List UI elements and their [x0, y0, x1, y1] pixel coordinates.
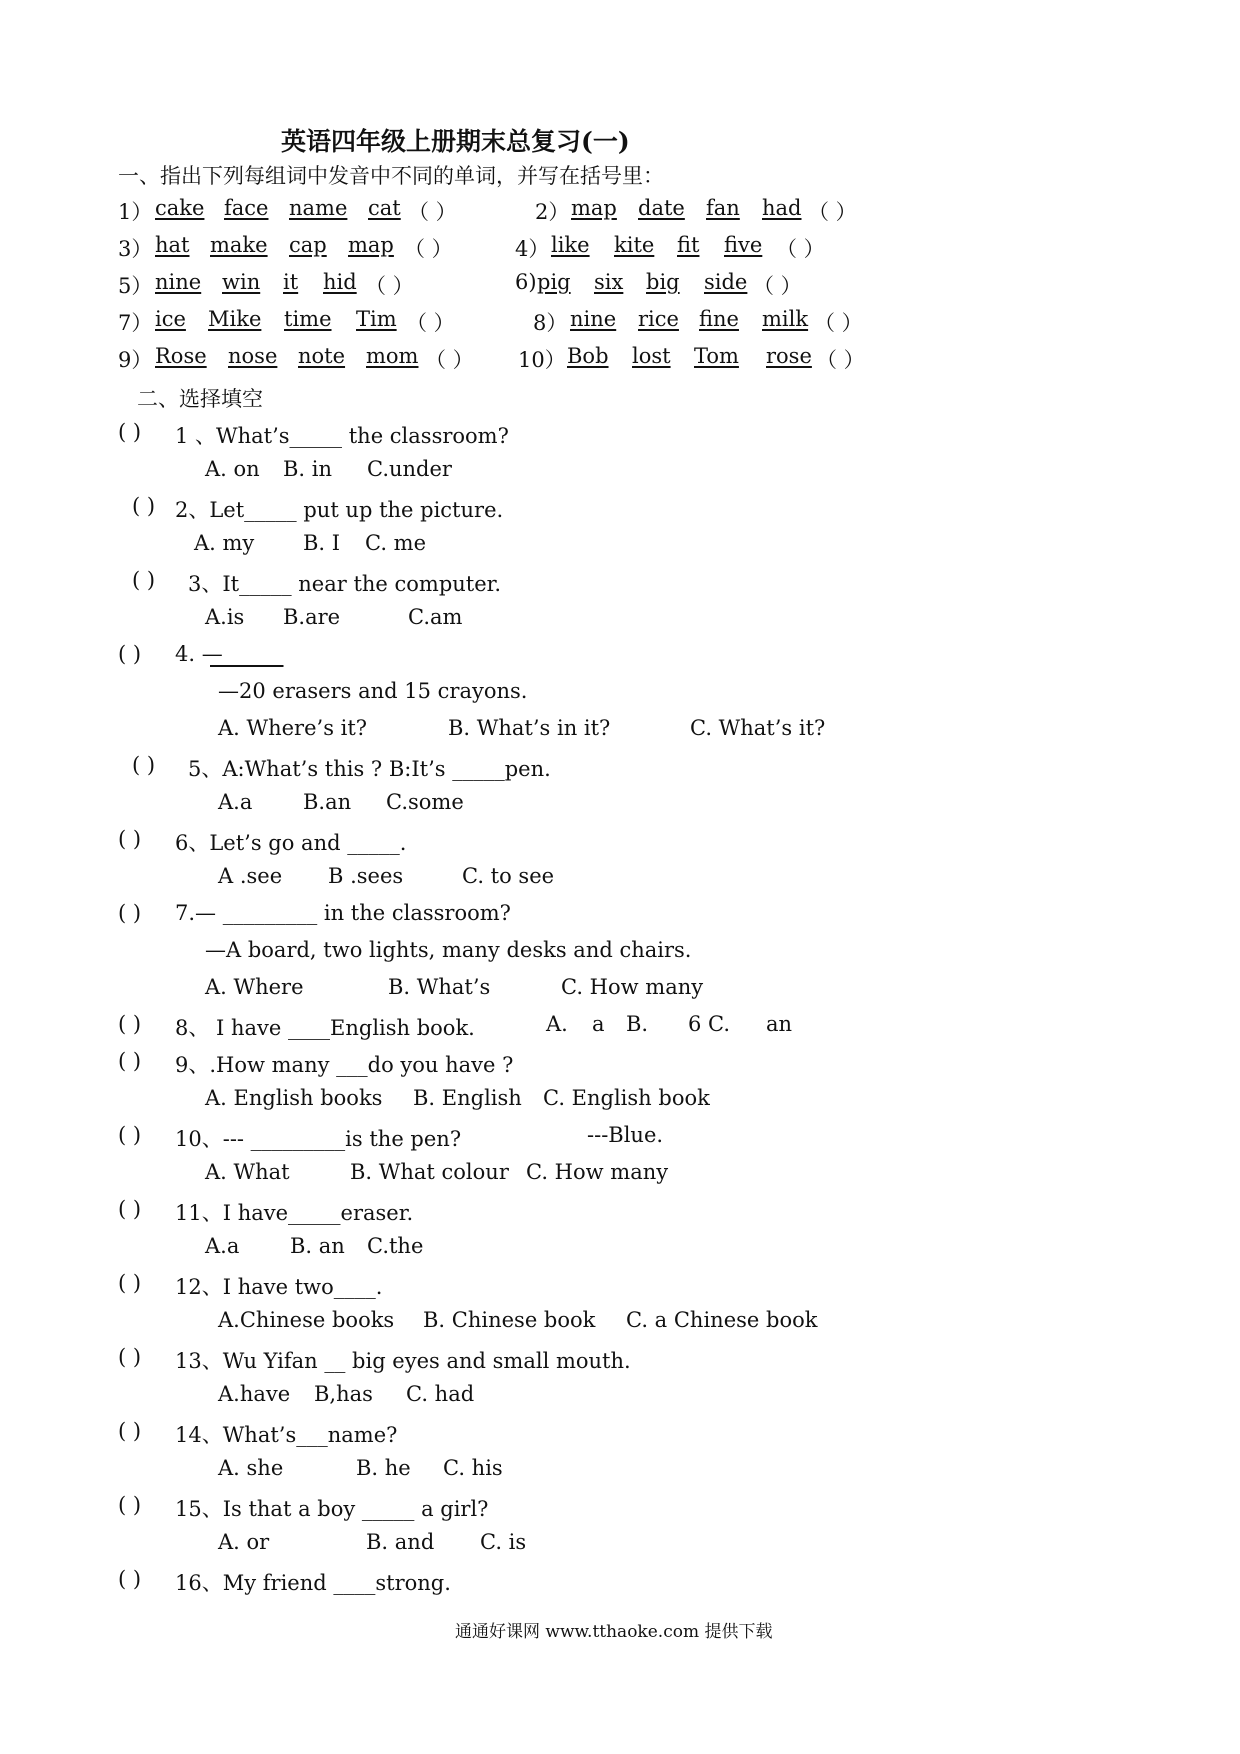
option-choice: A. What	[205, 1160, 290, 1184]
option-choice: B.an	[303, 790, 352, 814]
question-text: 4. —	[175, 642, 223, 666]
option-choice: C. How many	[526, 1160, 669, 1184]
answer-paren[interactable]: ( )	[118, 1123, 142, 1147]
option-choice: A.	[546, 1012, 568, 1036]
phonetic-word: face	[224, 196, 269, 220]
phonetic-word: date	[638, 196, 685, 220]
option-choice: C. to see	[462, 864, 555, 888]
answer-blank[interactable]: （ ）	[425, 348, 474, 372]
option-choice: C. is	[480, 1530, 527, 1554]
answer-blank[interactable]: （ ）	[814, 311, 863, 335]
answer-blank[interactable]: （ ）	[816, 348, 865, 372]
answer-paren[interactable]: ( )	[118, 1049, 142, 1073]
phonetic-word: rose	[766, 344, 812, 368]
question-text: 10、--- _________is the pen?	[175, 1127, 462, 1151]
phonetic-word: Tim	[356, 307, 397, 331]
option-choice: A. English books	[205, 1086, 383, 1110]
question-text: 9、.How many ___do you have ?	[175, 1053, 514, 1077]
phonetic-group-number: 6)	[515, 270, 537, 294]
option-choice: a	[592, 1012, 605, 1036]
option-choice: C. What’s it?	[690, 716, 826, 740]
phonetic-group-number: 3）	[118, 237, 153, 261]
footer-source: 通通好课网 www.tthaoke.com 提供下载	[455, 1622, 773, 1642]
option-choice: B. Chinese book	[423, 1308, 596, 1332]
option-choice: C. How many	[561, 975, 704, 999]
phonetic-word: fan	[706, 196, 740, 220]
option-choice: C. a Chinese book	[626, 1308, 818, 1332]
phonetic-word: big	[646, 270, 680, 294]
answer-blank[interactable]: （ ）	[404, 237, 453, 261]
phonetic-word: kite	[614, 233, 655, 257]
phonetic-word: win	[222, 270, 261, 294]
phonetic-word: hid	[323, 270, 357, 294]
answer-paren[interactable]: ( )	[118, 642, 142, 666]
phonetic-word: five	[724, 233, 763, 257]
phonetic-word: rice	[638, 307, 679, 331]
option-choice: B,has	[314, 1382, 373, 1406]
answer-paren[interactable]: ( )	[118, 827, 142, 851]
question-blank: _______	[210, 642, 284, 667]
phonetic-word: ice	[155, 307, 186, 331]
answer-line: ---Blue.	[587, 1123, 664, 1147]
phonetic-word: nine	[570, 307, 617, 331]
phonetic-word: Rose	[155, 344, 207, 368]
answer-paren[interactable]: ( )	[118, 420, 142, 444]
phonetic-word: map	[348, 233, 394, 257]
option-choice: B.	[626, 1012, 649, 1036]
answer-blank[interactable]: （ ）	[776, 237, 825, 261]
option-choice: B. an	[290, 1234, 345, 1258]
option-choice: C. me	[365, 531, 427, 555]
phonetic-word: name	[289, 196, 348, 220]
phonetic-word: lost	[632, 344, 671, 368]
phonetic-word: mom	[366, 344, 419, 368]
option-choice: B. What colour	[350, 1160, 509, 1184]
option-choice: C. English book	[543, 1086, 710, 1110]
option-choice: A. or	[218, 1530, 270, 1554]
question-text: 5、A:What’s this ? B:It’s _____pen.	[188, 757, 551, 781]
answer-blank[interactable]: （ ）	[808, 200, 857, 224]
option-choice: B. I	[303, 531, 341, 555]
phonetic-word: fine	[699, 307, 739, 331]
option-choice: B. What’s	[388, 975, 491, 999]
option-choice: A.a	[218, 790, 253, 814]
question-text: 7.— _________ in the classroom?	[175, 901, 511, 925]
answer-paren[interactable]: ( )	[132, 494, 156, 518]
phonetic-word: pig	[537, 270, 571, 294]
option-choice: A.Chinese books	[218, 1308, 395, 1332]
option-choice: A.have	[218, 1382, 291, 1406]
answer-paren[interactable]: ( )	[118, 1345, 142, 1369]
answer-paren[interactable]: ( )	[118, 1271, 142, 1295]
option-choice: C.the	[367, 1234, 424, 1258]
option-choice: A.is	[205, 605, 245, 629]
section2-heading: 二、选择填空	[137, 387, 263, 411]
option-choice: B. he	[356, 1456, 411, 1480]
option-choice: A. Where’s it?	[218, 716, 368, 740]
phonetic-word: six	[594, 270, 624, 294]
phonetic-word: cake	[155, 196, 205, 220]
option-choice: B.are	[283, 605, 341, 629]
option-choice: 6 C.	[688, 1012, 731, 1036]
answer-paren[interactable]: ( )	[118, 1419, 142, 1443]
phonetic-group-number: 10）	[518, 348, 566, 372]
option-choice: an	[766, 1012, 793, 1036]
phonetic-word: fit	[677, 233, 700, 257]
option-choice: A. on	[205, 457, 260, 481]
question-text: 15、Is that a boy _____ a girl?	[175, 1497, 489, 1521]
phonetic-word: nose	[228, 344, 278, 368]
question-text: 16、My friend ____strong.	[175, 1571, 451, 1595]
answer-line: —A board, two lights, many desks and chairs.	[205, 938, 692, 962]
phonetic-word: had	[762, 196, 802, 220]
phonetic-word: cat	[368, 196, 401, 220]
phonetic-word: Tom	[694, 344, 739, 368]
option-choice: C.under	[367, 457, 452, 481]
phonetic-word: nine	[155, 270, 202, 294]
option-choice: A. Where	[205, 975, 304, 999]
page-title: 英语四年级上册期末总复习(一)	[281, 127, 630, 156]
answer-paren[interactable]: ( )	[118, 1493, 142, 1517]
option-choice: A .see	[218, 864, 283, 888]
answer-paren[interactable]: ( )	[132, 568, 156, 592]
section1-heading: 一、指出下列每组词中发音中不同的单词，并写在括号里：	[118, 164, 664, 188]
question-text: 13、Wu Yifan __ big eyes and small mouth.	[175, 1349, 631, 1373]
option-choice: C.am	[408, 605, 463, 629]
option-choice: B. in	[283, 457, 333, 481]
question-text: 8、 I have ____English book.	[175, 1016, 475, 1040]
option-choice: C.some	[386, 790, 464, 814]
phonetic-word: like	[551, 233, 590, 257]
answer-paren[interactable]: ( )	[118, 1012, 142, 1036]
answer-paren[interactable]: ( )	[118, 1567, 142, 1591]
option-choice: B. English	[413, 1086, 522, 1110]
phonetic-word: hat	[155, 233, 190, 257]
phonetic-group-number: 2）	[535, 200, 570, 224]
question-text: 6、Let’s go and _____.	[175, 831, 407, 855]
option-choice: A. my	[194, 531, 255, 555]
option-choice: B. What’s in it?	[448, 716, 611, 740]
phonetic-group-number: 7）	[118, 311, 153, 335]
phonetic-group-number: 1）	[118, 200, 153, 224]
answer-blank[interactable]: （ ）	[406, 311, 455, 335]
phonetic-word: cap	[289, 233, 327, 257]
question-text: 12、I have two____.	[175, 1275, 383, 1299]
option-choice: A. she	[218, 1456, 284, 1480]
answer-blank[interactable]: （ ）	[408, 200, 457, 224]
phonetic-group-number: 9）	[118, 348, 153, 372]
answer-paren[interactable]: ( )	[132, 753, 156, 777]
phonetic-word: map	[571, 196, 617, 220]
phonetic-word: note	[298, 344, 346, 368]
answer-blank[interactable]: （ ）	[753, 274, 802, 298]
question-text: 14、What’s___name?	[175, 1423, 398, 1447]
answer-paren[interactable]: ( )	[118, 1197, 142, 1221]
option-choice: C. his	[443, 1456, 503, 1480]
phonetic-word: side	[704, 270, 748, 294]
answer-blank[interactable]: （ ）	[365, 274, 414, 298]
phonetic-word: Mike	[208, 307, 262, 331]
phonetic-word: milk	[762, 307, 809, 331]
phonetic-word: it	[283, 270, 299, 294]
question-text: 2、Let_____ put up the picture.	[175, 498, 504, 522]
question-text: 11、I have_____eraser.	[175, 1201, 414, 1225]
phonetic-word: Bob	[567, 344, 609, 368]
option-choice: A.a	[205, 1234, 240, 1258]
option-choice: C. had	[406, 1382, 475, 1406]
phonetic-group-number: 4）	[515, 237, 550, 261]
answer-paren[interactable]: ( )	[118, 901, 142, 925]
question-text: 3、It_____ near the computer.	[188, 572, 502, 596]
option-choice: B. and	[366, 1530, 435, 1554]
phonetic-group-number: 8）	[533, 311, 568, 335]
answer-line: —20 erasers and 15 crayons.	[218, 679, 528, 703]
option-choice: B .sees	[328, 864, 404, 888]
phonetic-word: make	[210, 233, 268, 257]
phonetic-group-number: 5）	[118, 274, 153, 298]
phonetic-word: time	[284, 307, 332, 331]
question-text: 1 、What’s_____ the classroom?	[175, 424, 509, 448]
